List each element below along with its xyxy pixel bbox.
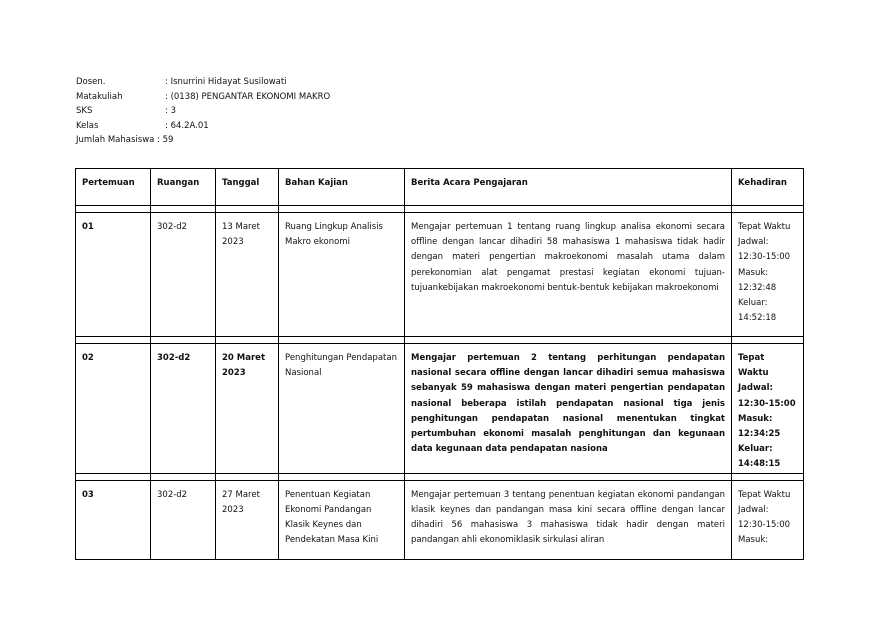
cell-tanggal: 27 Maret 2023 bbox=[216, 480, 279, 559]
header-row-dosen bbox=[76, 75, 330, 90]
header-value: : (0138) PENGANTAR EKONOMI MAKRO bbox=[165, 91, 331, 102]
cell-bahan-kajian: Ruang Lingkup Analisis Makro ekonomi bbox=[279, 213, 405, 337]
header-row-jumlah bbox=[76, 133, 330, 148]
cell-pertemuan: 03 bbox=[76, 480, 151, 559]
header-row-matakuliah bbox=[76, 90, 330, 105]
cell-pertemuan: 01 bbox=[76, 213, 151, 337]
cell-ruangan: 302-d2 bbox=[151, 344, 216, 474]
cell-berita-acara: Mengajar pertemuan 2 tentang perhitungan pendapatan nasional secara offline dengan lancar dihadiri semua mahasiswa sebanyak 59 mahasiswa dengan materi pengertian pendapatan nasional beberapa istilah pendapatan nasional tiga jenis penghitungan pendapatan nasional menentukan tingkat pertumbuhan ekonomi masalah penghitungan dan kegunaan data kegunaan data pendapatan nasiona bbox=[405, 344, 732, 474]
cell-kehadiran: Tepat Waktu Jadwal: 12:30-15:00 Masuk: 12:34:25 Keluar: 14:48:15 bbox=[732, 344, 804, 474]
column-header-ruangan: Ruangan bbox=[151, 169, 216, 206]
cell-ruangan: 302-d2 bbox=[151, 480, 216, 559]
table-row bbox=[76, 344, 804, 474]
cell-berita-acara: Mengajar pertemuan 3 tentang penentuan kegiatan ekonomi pandangan klasik keynes dan pandangan masa kini secara offline dengan lancar dihadiri 56 mahasiswa 3 mahasiswa tidak hadir dengan materi pandangan ahli ekonomiklasik sirkulasi aliran bbox=[405, 480, 732, 559]
cell-kehadiran: Tepat Waktu Jadwal: 12:30-15:00 Masuk: 12:32:48 Keluar: 14:52:18 bbox=[732, 213, 804, 337]
cell-berita-acara: Mengajar pertemuan 1 tentang ruang lingkup analisa ekonomi secara offline dengan lancar dihadiri 58 mahasiswa 1 mahasiswa tidak hadir dengan materi pengertian makroekonomi masalah utama dalam perekonomian alat pengamat prestasi kegiatan ekonomi tujuan-tujuankebijakan makroekonomi bentuk-bentuk kebijakan makroekonomi bbox=[405, 213, 732, 337]
table-header-row bbox=[76, 169, 804, 206]
table-row bbox=[76, 480, 804, 559]
column-header-kehadiran: Kehadiran bbox=[732, 169, 804, 206]
header-value: : 59 bbox=[157, 135, 174, 145]
header-label: SKS bbox=[76, 106, 93, 116]
column-header-pertemuan: Pertemuan bbox=[76, 169, 151, 206]
cell-tanggal: 13 Maret 2023 bbox=[216, 213, 279, 337]
cell-bahan-kajian: Penentuan Kegiatan Ekonomi Pandangan Klasik Keynes dan Pendekatan Masa Kini bbox=[279, 480, 405, 559]
header-label: Kelas bbox=[76, 120, 99, 131]
header-row-sks bbox=[76, 104, 330, 119]
header-row-kelas bbox=[76, 119, 330, 134]
cell-kehadiran: Tepat Waktu Jadwal: 12:30-15:00 Masuk: bbox=[732, 480, 804, 559]
teaching-log-table bbox=[75, 168, 804, 560]
table-row bbox=[76, 213, 804, 337]
header-label: Dosen. bbox=[76, 77, 106, 87]
header-label: Matakuliah bbox=[76, 91, 123, 102]
column-header-tanggal: Tanggal bbox=[216, 169, 279, 206]
cell-tanggal: 20 Maret 2023 bbox=[216, 344, 279, 474]
header-value: : 64.2A.01 bbox=[165, 120, 209, 131]
cell-pertemuan: 02 bbox=[76, 344, 151, 474]
cell-bahan-kajian: Penghitungan Pendapatan Nasional bbox=[279, 344, 405, 474]
spacer-row bbox=[76, 206, 804, 213]
header-value: : 3 bbox=[165, 106, 176, 116]
spacer-row bbox=[76, 337, 804, 344]
column-header-bahan-kajian: Bahan Kajian bbox=[279, 169, 405, 206]
header-label: Jumlah Mahasiswa bbox=[76, 135, 155, 145]
course-header bbox=[76, 75, 330, 148]
cell-ruangan: 302-d2 bbox=[151, 213, 216, 337]
spacer-row bbox=[76, 473, 804, 480]
header-value: : Isnurrini Hidayat Susilowati bbox=[165, 77, 287, 87]
column-header-berita-acara: Berita Acara Pengajaran bbox=[405, 169, 732, 206]
